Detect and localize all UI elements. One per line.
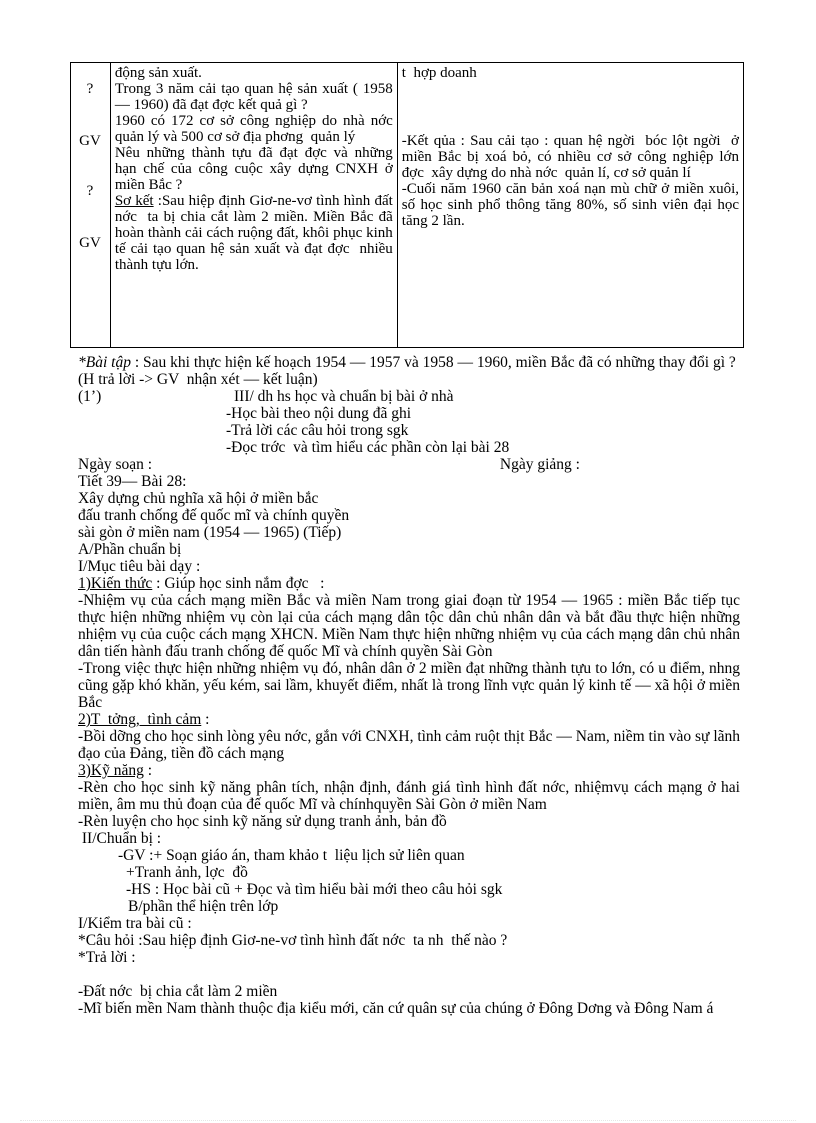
question-text: Nêu những thành tựu đã đạt đợc và những hạn chế của công cuộc xây dựng CNXH ở miền Bắc ? (114, 145, 397, 193)
exercise-label: *Bài tập (78, 354, 131, 371)
attitude-heading: 2)T tởng, tình cảm : (78, 711, 210, 728)
knowledge-heading: 1)Kiến thức : Giúp học sinh nắm đợc : (78, 575, 325, 592)
check-answer: -Mĩ biến mền Nam thành thuộc địa kiểu mới, căn cứ quân sự của chúng ở Đông Dơng và Đông Nam á (78, 1000, 714, 1017)
objectives-heading: I/Mục tiêu bài dạy : (78, 558, 201, 575)
preparation-item: -HS : Học bài cũ + Đọc và tìm hiểu bài mới theo câu hỏi sgk (126, 881, 503, 898)
attitude-paragraph: -Bồi dỡng cho học sinh lòng yêu nớc, gắn với CNXH, tình cảm ruột thịt Bắc — Nam, niềm tin vào sự lãnh đạo của Đảng, tiền đồ cách mạng (78, 728, 740, 762)
homework-heading-row (78, 388, 740, 405)
summary-text: Sơ kết :Sau hiệp định Giơ-ne-vơ tình hình đất nớc ta bị chia cắt làm 2 miền. Miền Bắc đã hoàn thành cải cách ruộng đất, khôi phục kinh tế cải tạo quan hệ sản xuất và đạt đợc nhiều thành tựu lớn. (114, 193, 397, 273)
homework-item: -Trả lời các câu hỏi trong sgk (226, 422, 409, 439)
question-column (110, 63, 401, 348)
document-body (78, 354, 740, 1017)
homework-heading: III/ dh hs học và chuẩn bị bài ở nhà (234, 388, 454, 405)
preparation-heading: II/Chuẩn bị : (78, 830, 162, 847)
lesson-number: Tiết 39— Bài 28: (78, 473, 187, 490)
row-marker: GV (79, 235, 101, 251)
skills-heading: 3)Kỹ năng : (78, 762, 153, 779)
marker-column (71, 63, 111, 348)
answer-text: -Kết qủa : Sau cải tạo : quan hệ ngời bóc lột ngời ở miền Bắc bị xoá bỏ, có nhiều cơ sở công nghiệp lớn đợc xây dựng do nhà nớc quản lí, cơ sở quản lí (401, 133, 743, 181)
prep-date-label: Ngày soạn : (78, 456, 153, 473)
answer-column (397, 63, 743, 348)
exercise: *Bài tập : Sau khi thực hiện kế hoạch 1954 — 1957 và 1958 — 1960, miền Bắc đã có những thay đổi gì ? (78, 354, 736, 371)
lesson-table (70, 62, 744, 348)
blank-line (78, 966, 740, 983)
homework-item: -Học bài theo nội dung đã ghi (226, 405, 412, 422)
preparation-item: -GV :+ Soạn giáo án, tham khảo t liệu lịch sử liên quan (118, 847, 465, 864)
check-answer-label: *Trả lời : (78, 949, 136, 966)
row-marker: GV (79, 133, 101, 149)
question-text: động sản xuất. Trong 3 năm cải tạo quan hệ sản xuất ( 1958 — 1960) đã đạt đợc kết quả gì ? (114, 65, 393, 113)
answer-note: (H trả lời -> GV nhận xét — kết luận) (78, 371, 318, 388)
page-bottom-rule (20, 1120, 796, 1121)
check-question: *Câu hỏi :Sau hiệp định Giơ-ne-vơ tình hình đất nớc ta nh thế nào ? (78, 932, 508, 949)
row-marker: ? (86, 81, 94, 97)
answer-text: t hợp doanh (401, 65, 477, 81)
knowledge-paragraph: -Trong việc thực hiện những nhiệm vụ đó, nhân dân ở 2 miền đạt những thành tựu to lớn, có u điểm, nhng cũng gặp khó khăn, yếu kém, sai lầm, khuyết điểm, nhất là trong lĩnh vực quản lý kinh tế — xã hội ở miền Bắc (78, 660, 740, 711)
skills-paragraph: -Rèn luyện cho học sinh kỹ năng sử dụng tranh ảnh, bản đồ (78, 813, 447, 830)
summary-label: Sơ kết (114, 193, 154, 209)
lesson-title: sài gòn ở miền nam (1954 — 1965) (Tiếp) (78, 524, 342, 541)
check-answer: -Đất nớc bị chia cắt làm 2 miền (78, 983, 278, 1000)
dates-row (78, 456, 740, 473)
preparation-item: B/phần thể hiện trên lớp (128, 898, 279, 915)
lesson-title: Xây dựng chủ nghĩa xã hội ở miền bắc (78, 490, 319, 507)
part-heading: A/Phần chuẩn bị (78, 541, 182, 558)
lesson-title: đấu tranh chống đế quốc mĩ và chính quyền (78, 507, 350, 524)
answer-text: -Cuối năm 1960 căn bản xoá nạn mù chữ ở miền xuôi, số học sinh phổ thông tăng 80%, số sinh viên đại học tăng 2 lần. (401, 181, 743, 229)
homework-item: -Đọc trớc và tìm hiểu các phần còn lại bài 28 (226, 439, 510, 456)
question-text: 1960 có 172 cơ sở công nghiệp do nhà nớc quản lý và 500 cơ sở địa phơng quản lý (114, 113, 401, 145)
knowledge-paragraph: -Nhiệm vụ của cách mạng miền Bắc và miền Nam trong giai đoạn từ 1954 — 1965 : miền Bắc tiếp tục thực hiện những nhiệm vụ còn lại của cách mạng dân tộc dân chủ nhân dân và bắt đầu thực hiện những nhiệm vụ của cuộc cách mạng XHCN. Miền Nam thực hiện những nhiệm vụ của cách mạng dân chủ nhân dân tiến hành đấu tranh chống đế quốc Mĩ và chính quyền Sài Gòn (78, 592, 740, 660)
teach-date-label: Ngày giảng : (499, 456, 580, 473)
row-marker: ? (86, 183, 94, 199)
preparation-item: +Tranh ảnh, lợc đồ (126, 864, 248, 881)
homework-time: (1’) (78, 388, 102, 405)
check-heading: I/Kiểm tra bài cũ : (78, 915, 192, 932)
skills-paragraph: -Rèn cho học sinh kỹ năng phân tích, nhận định, đánh giá tình hình đất nớc, nhiệmvụ cách mạng ở hai miền, âm mu thủ đoạn của đế quốc Mĩ và chínhquyền Sài Gòn ở miền Nam (78, 779, 740, 813)
